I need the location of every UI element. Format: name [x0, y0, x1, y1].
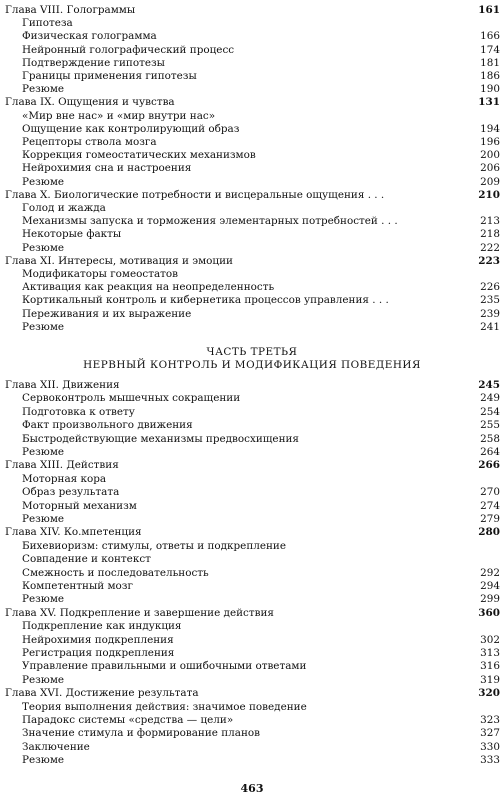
entry-title: Теория выполнения действия: значимое поведение — [22, 700, 307, 713]
entry-title: Смежность и последовательность — [22, 566, 209, 579]
entry-title: Переживания и их выражение — [22, 307, 192, 320]
toc-subentry — [0, 418, 504, 432]
entry-title: Кортикальный контроль и кибернетика процессов управления . . . — [22, 294, 389, 307]
toc-subentry — [0, 69, 504, 83]
entry-title: Модификаторы гомеостатов — [22, 268, 178, 280]
toc-subentry — [0, 485, 504, 499]
entry-title: Бихевиоризм: стимулы, ответы и подкрепление — [22, 539, 286, 552]
entry-page: 218 — [480, 228, 500, 241]
entry-page: 266 — [478, 459, 500, 472]
entry-page: 241 — [480, 320, 500, 333]
entry-page: 249 — [480, 392, 500, 405]
entry-page: 319 — [480, 673, 500, 686]
toc-subentry — [0, 56, 504, 70]
entry-title: Резюме — [22, 446, 65, 458]
entry-title: Подтверждение гипотезы — [22, 56, 165, 69]
entry-page: 200 — [480, 149, 500, 162]
toc-subentry — [0, 175, 504, 189]
entry-title: Сервоконтроль мышечных сокращении — [22, 392, 241, 405]
entry-title: Резюме — [22, 83, 65, 96]
toc-chapter-entry — [0, 188, 504, 202]
entry-title: Глава XIV. Ко.мпетенция — [5, 526, 142, 539]
toc-subentry — [0, 512, 504, 526]
toc-subentry — [0, 161, 504, 175]
entry-title: Моторный механизм — [22, 499, 137, 512]
toc-subentry — [0, 214, 504, 228]
entry-page: 213 — [480, 215, 500, 228]
toc-subentry — [0, 740, 504, 754]
toc-chapter-entry — [0, 95, 504, 109]
entry-title: Нейронный голографический процесс — [22, 43, 235, 56]
entry-page: 181 — [480, 56, 500, 69]
entry-page: 270 — [480, 486, 500, 499]
entry-title: Резюме — [22, 673, 65, 686]
toc-subentry — [0, 753, 504, 767]
entry-page: 333 — [480, 754, 500, 767]
entry-page: 299 — [480, 593, 500, 606]
entry-title: Глава XVI. Достижение результата — [5, 687, 199, 700]
entry-title: Механизмы запуска и торможения элементарных потребностей . . . — [22, 215, 398, 228]
entry-page: 131 — [478, 96, 500, 109]
entry-title: Парадокс системы «средства — цели» — [22, 714, 234, 726]
toc-subentry — [0, 659, 504, 673]
entry-title: Нейрохимия подкрепления — [22, 633, 174, 646]
entry-page: 294 — [480, 580, 500, 592]
entry-title: Глава X. Биологические потребности и висцеральные ощущения . . . — [5, 188, 385, 201]
entry-title: Резюме — [22, 175, 65, 188]
entry-title: Голод и жажда — [22, 202, 106, 214]
entry-title: Физическая голограмма — [22, 30, 157, 43]
entry-title: Рецепторы ствола мозга — [22, 136, 157, 148]
toc-subentry — [0, 241, 504, 255]
entry-title: Резюме — [22, 320, 65, 333]
entry-page: 209 — [480, 175, 500, 188]
entry-title: «Мир вне нас» и «мир внутри нас» — [22, 109, 216, 122]
toc-subentry — [0, 472, 504, 486]
toc-subentry — [0, 109, 504, 123]
entry-title: Подкрепление как индукция — [22, 620, 182, 633]
entry-title: Подготовка к ответу — [22, 405, 135, 418]
entry-title: Некоторые факты — [22, 228, 122, 241]
entry-title: Совпадение и контекст — [22, 553, 151, 566]
toc-chapter-entry — [0, 525, 504, 539]
toc-subentry — [0, 445, 504, 459]
toc-subentry — [0, 619, 504, 633]
entry-page: 360 — [478, 606, 500, 619]
entry-title: Границы применения гипотезы — [22, 70, 197, 82]
entry-page: 235 — [480, 294, 500, 307]
entry-page: 274 — [480, 499, 500, 512]
entry-page: 264 — [480, 446, 500, 458]
toc-subentry — [0, 122, 504, 136]
toc-subentry — [0, 539, 504, 553]
toc-subentry — [0, 227, 504, 241]
entry-page: 223 — [478, 254, 500, 267]
entry-page: 280 — [478, 526, 500, 539]
entry-page: 254 — [480, 405, 500, 418]
entry-title: Активация как реакция на неопределенность — [22, 281, 275, 294]
entry-page: 174 — [480, 43, 500, 56]
entry-title: Глава VIII. Голограммы — [5, 4, 136, 16]
entry-page: 239 — [480, 307, 500, 320]
entry-title: Заключение — [22, 740, 90, 753]
entry-page: 210 — [478, 188, 500, 201]
toc-subentry — [0, 713, 504, 727]
toc-subentry — [0, 552, 504, 566]
entry-title: Глава XIII. Действия — [5, 459, 119, 472]
toc-chapter-entry — [0, 458, 504, 472]
entry-page: 245 — [478, 379, 500, 391]
entry-title: Глава XII. Движения — [5, 379, 120, 391]
entry-page: 316 — [480, 660, 500, 673]
toc-subentry — [0, 43, 504, 57]
toc-subentry — [0, 646, 504, 660]
entry-title: Резюме — [22, 241, 65, 254]
toc-subentry — [0, 700, 504, 714]
entry-page: 196 — [480, 136, 500, 148]
toc-subentry — [0, 592, 504, 606]
entry-page: 330 — [480, 740, 500, 753]
entry-title: Компетентный мозг — [22, 580, 133, 592]
entry-title: Глава IX. Ощущения и чувства — [5, 96, 175, 109]
toc-chapter-entry — [0, 254, 504, 268]
entry-page: 255 — [480, 419, 500, 432]
entry-page: 327 — [480, 727, 500, 740]
entry-page: 206 — [480, 162, 500, 175]
toc-subentry — [0, 391, 504, 405]
toc-subentry — [0, 307, 504, 321]
toc-subentry — [0, 499, 504, 513]
entry-page: 313 — [480, 647, 500, 659]
entry-title: Образ результата — [22, 486, 120, 499]
toc-chapter-entry — [0, 686, 504, 700]
toc-subentry — [0, 201, 504, 215]
toc-subentry — [0, 579, 504, 593]
entry-title: Резюме — [22, 754, 65, 767]
entry-title: Факт произвольного движения — [22, 419, 193, 432]
toc-subentry — [0, 280, 504, 294]
entry-title: Регистрация подкрепления — [22, 647, 175, 659]
toc-chapter-entry — [0, 378, 504, 392]
entry-title: Быстродействующие механизмы предвосхищения — [22, 432, 299, 445]
entry-page: 292 — [480, 566, 500, 579]
toc-subentry — [0, 135, 504, 149]
toc-subentry — [0, 16, 504, 30]
entry-page: 320 — [478, 687, 500, 700]
toc-subentry — [0, 405, 504, 419]
entry-page: 161 — [478, 4, 500, 16]
entry-title: Нейрохимия сна и настроения — [22, 162, 192, 175]
toc-subentry — [0, 320, 504, 334]
entry-title: Гипотеза — [22, 17, 73, 30]
entry-title: Ощущение как контролирующий образ — [22, 122, 240, 135]
toc-chapter-entry — [0, 606, 504, 620]
toc-chapter-entry — [0, 3, 504, 17]
toc-subentry — [0, 267, 504, 281]
entry-title: Резюме — [22, 513, 65, 525]
toc-subentry — [0, 633, 504, 647]
entry-title: Значение стимула и формирование планов — [22, 727, 260, 740]
entry-page: 190 — [480, 83, 500, 96]
entry-title: Глава XV. Подкрепление и завершение действия — [5, 606, 274, 619]
entry-title: Коррекция гомеостатических механизмов — [22, 149, 256, 162]
toc-subentry — [0, 148, 504, 162]
toc-subentry — [0, 566, 504, 580]
toc-subentry — [0, 293, 504, 307]
toc-subentry — [0, 432, 504, 446]
entry-page: 226 — [480, 281, 500, 294]
toc-subentry — [0, 726, 504, 740]
entry-page: 166 — [480, 30, 500, 43]
entry-page: 194 — [480, 122, 500, 135]
entry-page: 302 — [480, 633, 500, 646]
entry-title: Управление правильными и ошибочными ответами — [22, 660, 307, 673]
entry-page: 222 — [480, 241, 500, 254]
page-number: 463 — [240, 782, 264, 795]
entry-title: Моторная кора — [22, 472, 107, 485]
entry-title: Глава XI. Интересы, мотивация и эмоции — [5, 254, 233, 267]
entry-page: 186 — [480, 70, 500, 82]
toc-subentry — [0, 82, 504, 96]
toc-subentry — [0, 673, 504, 687]
entry-page: 258 — [480, 432, 500, 445]
entry-title: Резюме — [22, 593, 65, 606]
entry-page: 323 — [480, 714, 500, 726]
toc-subentry — [0, 29, 504, 43]
part-label: ЧАСТЬ ТРЕТЬЯ — [206, 346, 298, 358]
entry-page: 279 — [480, 513, 500, 525]
part-title: НЕРВНЫЙ КОНТРОЛЬ И МОДИФИКАЦИЯ ПОВЕДЕНИЯ — [83, 359, 421, 371]
